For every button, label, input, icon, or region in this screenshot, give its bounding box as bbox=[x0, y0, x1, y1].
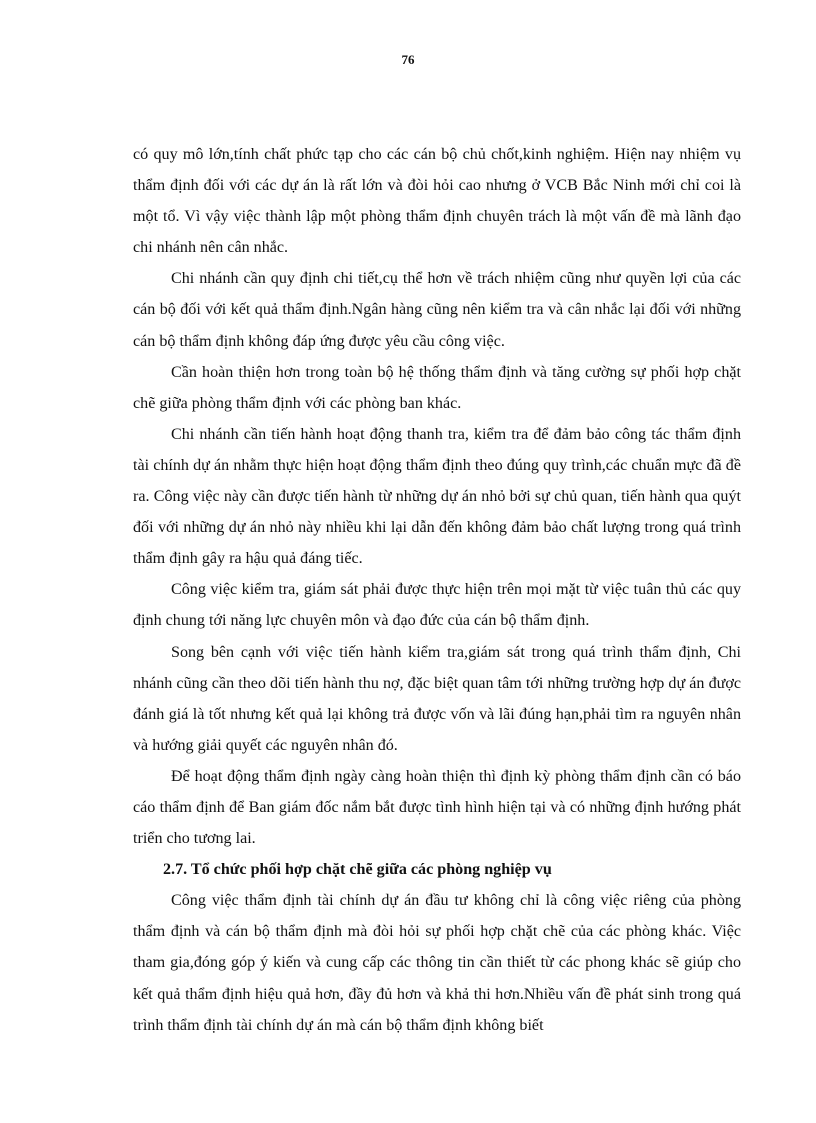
paragraph-supervision: Công việc kiểm tra, giám sát phải được thực hiện trên mọi mặt từ việc tuân thủ các quy định chung tới năng lực chuyên môn và đạo đức của cán bộ thẩm định. bbox=[133, 581, 741, 630]
paragraph-continuation: có quy mô lớn,tính chất phức tạp cho các cán bộ chủ chốt,kinh nghiệm. Hiện nay nhiệm vụ thẩm định đối với các dự án là rất lớn và đòi hỏi cao nhưng ở VCB Bắc Ninh mới chỉ coi là một tổ. Vì vậy việc thành lập một phòng thẩm định chuyên trách là một vấn đề mà lãnh đạo chi nhánh nên cân nhắc. bbox=[133, 146, 741, 257]
section-heading: 2.7. Tổ chức phối hợp chặt chẽ giữa các phòng nghiệp vụ bbox=[163, 861, 552, 879]
paragraph-debt-collection: Song bên cạnh với việc tiến hành kiểm tra,giám sát trong quá trình thẩm định, Chi nhánh cũng cần theo dõi tiến hành thu nợ, đặc biệt quan tâm tới những trường hợp dự án được đánh giá là tốt nhưng kết quả lại không trả được vốn và lãi đúng hạn,phải tìm ra nguyên nhân và hướng giải quyết các nguyên nhân đó. bbox=[133, 643, 741, 754]
page-body bbox=[133, 139, 741, 1041]
paragraph-reporting: Để hoạt động thẩm định ngày càng hoàn thiện thì định kỳ phòng thẩm định cần có báo cáo thẩm định để Ban giám đốc nắm bắt được tình hình hiện tại và có những định hướng phát triển cho tương lai. bbox=[133, 767, 741, 848]
paragraph-section-intro: Công việc thẩm định tài chính dự án đầu tư không chỉ là công việc riêng của phòng thẩm định và cán bộ thẩm định mà đòi hỏi sự phối hợp chặt chẽ của các phòng khác. Việc tham gia,đóng góp ý kiến và cung cấp các thông tin cần thiết từ các phong khác sẽ giúp cho kết quả thẩm định hiệu quả hơn, đầy đủ hơn và khả thi hơn.Nhiều vấn đề phát sinh trong quá trình thẩm định tài chính dự án mà cán bộ thẩm định không biết bbox=[133, 892, 741, 1034]
paragraph-inspection: Chi nhánh cần tiến hành hoạt động thanh tra, kiểm tra để đảm bảo công tác thẩm định tài chính dự án nhằm thực hiện hoạt động thẩm định theo đúng quy trình,các chuẩn mực đã đề ra. Công việc này cần được tiến hành từ những dự án nhỏ bởi sự chủ quan, tiến hành qua quýt đối với những dự án nhỏ này nhiều khi lại dẫn đến không đảm bảo chất lượng trong quá trình thẩm định gây ra hậu quả đáng tiếc. bbox=[133, 425, 741, 568]
page-number: 76 bbox=[401, 52, 415, 67]
paragraph-responsibility: Chi nhánh cần quy định chi tiết,cụ thể hơn về trách nhiệm cũng như quyền lợi của các cán bộ đối với kết quả thẩm định.Ngân hàng cũng nên kiểm tra và cân nhắc lại đối với những cán bộ thẩm định không đáp ứng được yêu cầu công việc. bbox=[133, 270, 741, 350]
paragraph-coordination: Cần hoàn thiện hơn trong toàn bộ hệ thống thẩm định và tăng cường sự phối hợp chặt chẽ giữa phòng thẩm định với các phòng ban khác. bbox=[133, 363, 741, 412]
